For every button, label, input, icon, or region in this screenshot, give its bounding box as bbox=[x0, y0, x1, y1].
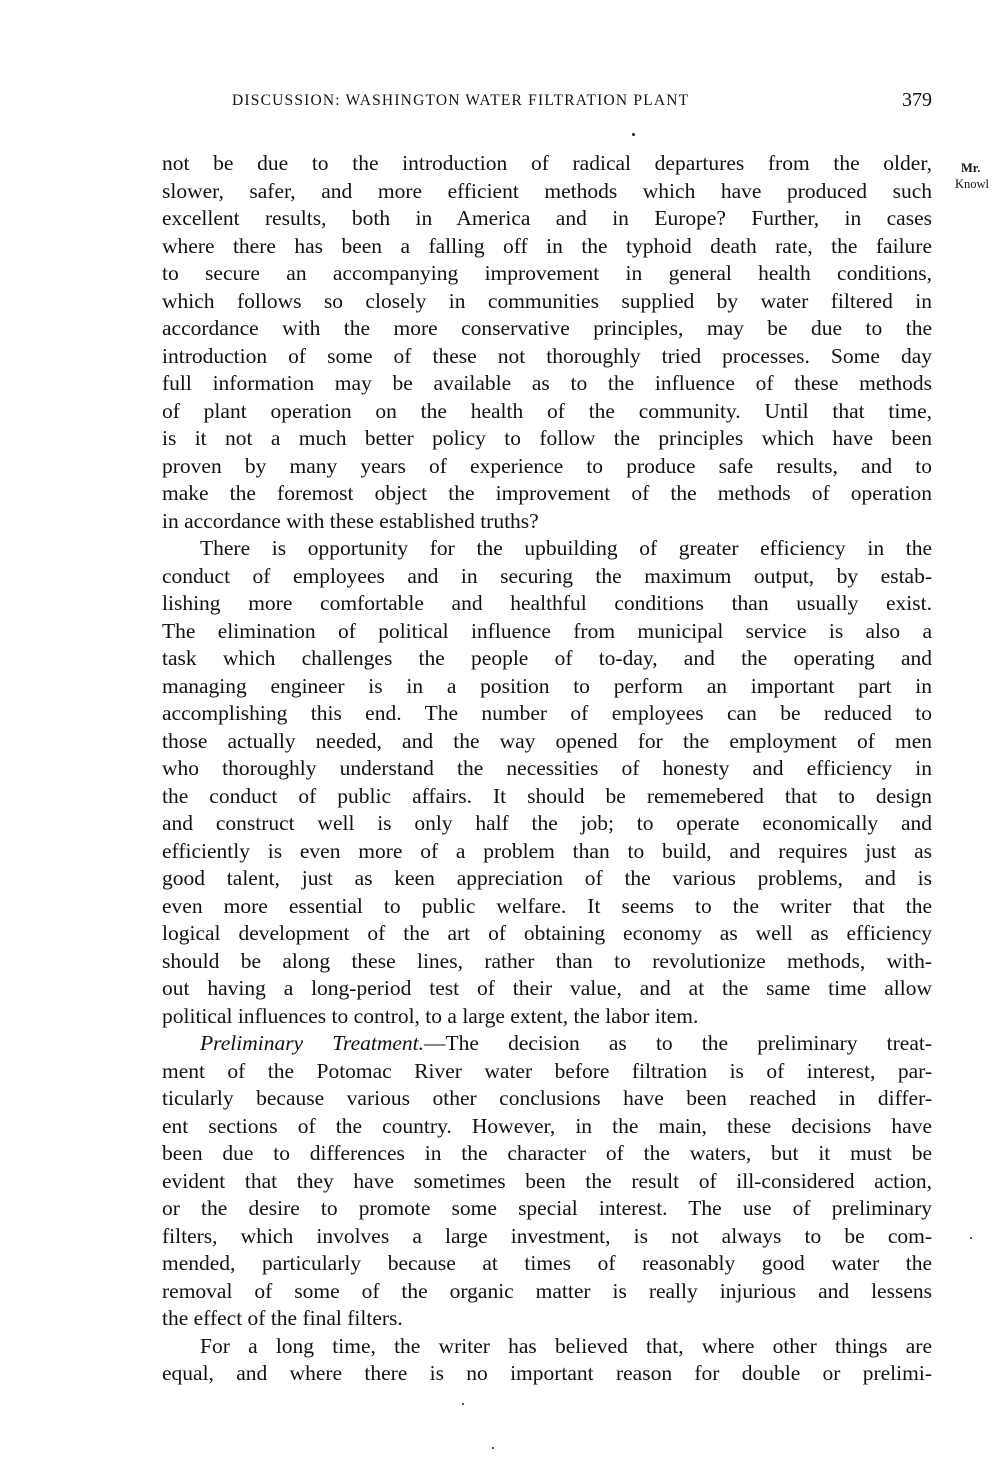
paragraph-2 bbox=[162, 535, 932, 1030]
margin-note-speaker bbox=[955, 160, 989, 192]
text-line: political influences to control, to a large extent, the labor item. bbox=[162, 1003, 699, 1028]
text-line: not be due to the introduction of radical departures from the older, bbox=[162, 151, 932, 175]
text-line bbox=[162, 1030, 932, 1058]
paragraph-3-preliminary-treatment bbox=[162, 1030, 932, 1333]
scan-speck bbox=[462, 1403, 464, 1405]
running-header bbox=[232, 89, 932, 122]
text-line: ment of the Potomac River water before filtration is of interest, par- bbox=[162, 1058, 932, 1083]
text-line: full information may be available as to the influence of these methods bbox=[162, 371, 932, 395]
text-line: The elimination of political influence from municipal service is also a bbox=[162, 618, 932, 643]
scan-speck bbox=[970, 1237, 972, 1239]
text-line: the effect of the final filters. bbox=[162, 1306, 403, 1330]
text-line: good talent, just as keen appreciation of the various problems, and is bbox=[162, 866, 932, 890]
text-line: filters, which involves a large investment, is not always to be com- bbox=[162, 1223, 932, 1248]
text-line: managing engineer is in a position to perform an important part in bbox=[162, 673, 932, 698]
text-line: where there has been a falling off in the typhoid death rate, the failure bbox=[162, 233, 932, 258]
text-line: out having a long-period test of their value, and at the same time allow bbox=[162, 976, 932, 1000]
scan-speck bbox=[632, 133, 635, 136]
text-line: those actually needed, and the way opened for the employment of men bbox=[162, 728, 932, 753]
margin-note-line-2: Knowl bbox=[955, 177, 990, 191]
text-line: mended, particularly because at times of reasonably good water the bbox=[162, 1251, 932, 1275]
text-line: lishing more comfortable and healthful conditions than usually exist. bbox=[162, 591, 932, 615]
text-line: in accordance with these established truths? bbox=[162, 508, 539, 533]
running-title: DISCUSSION: WASHINGTON WATER FILTRATION PLANT bbox=[232, 92, 690, 109]
text-line: excellent results, both in America and in Europe? Further, in cases bbox=[162, 206, 932, 230]
text-line: the conduct of public affairs. It should be rememebered that to design bbox=[162, 783, 932, 808]
text-line: been due to differences in the character of the waters, but it must be bbox=[162, 1141, 932, 1165]
text-line: proven by many years of experience to produce safe results, and to bbox=[162, 453, 932, 478]
text-line: or the desire to promote some special interest. The use of preliminary bbox=[162, 1196, 932, 1220]
text-line: accomplishing this end. The number of employees can be reduced to bbox=[162, 701, 932, 725]
text-fragment: —The decision as to the preliminary treat- bbox=[424, 1031, 932, 1055]
text-line: evident that they have sometimes been the result of ill-considered action, bbox=[162, 1168, 932, 1193]
text-line: introduction of some of these not thoroughly tried processes. Some day bbox=[162, 343, 932, 368]
text-line: is it not a much better policy to follow the principles which have been bbox=[162, 426, 932, 450]
text-line: equal, and where there is no important reason for double or prelimi- bbox=[162, 1361, 932, 1385]
text-line: logical development of the art of obtaining economy as well as efficiency bbox=[162, 921, 932, 945]
text-line: conduct of employees and in securing the maximum output, by estab- bbox=[162, 563, 932, 588]
text-line: There is opportunity for the upbuilding of greater efficiency in the bbox=[200, 536, 932, 560]
text-line: and construct well is only half the job; to operate economically and bbox=[162, 811, 932, 835]
paragraph-4 bbox=[162, 1333, 932, 1388]
text-line: of plant operation on the health of the community. Until that time, bbox=[162, 398, 932, 423]
text-line: ticularly because various other conclusions have been reached in differ- bbox=[162, 1086, 932, 1110]
text-line: even more essential to public welfare. It seems to the writer that the bbox=[162, 893, 932, 918]
body-text bbox=[162, 150, 932, 1388]
text-line: who thoroughly understand the necessities of honesty and efficiency in bbox=[162, 756, 932, 780]
text-line: slower, safer, and more efficient methods which have produced such bbox=[162, 178, 932, 203]
text-line: removal of some of the organic matter is really injurious and lessens bbox=[162, 1278, 932, 1303]
text-line: ent sections of the country. However, in the main, these decisions have bbox=[162, 1113, 932, 1138]
text-line: make the foremost object the improvement of the methods of operation bbox=[162, 481, 932, 505]
scan-speck bbox=[492, 1447, 494, 1449]
text-line: should be along these lines, rather than to revolutionize methods, with- bbox=[162, 948, 932, 973]
page-number: 379 bbox=[902, 89, 932, 111]
text-line: to secure an accompanying improvement in general health conditions, bbox=[162, 261, 932, 285]
text-line: accordance with the more conservative principles, may be due to the bbox=[162, 316, 932, 340]
section-heading-inline: Preliminary Treatment. bbox=[200, 1031, 425, 1055]
text-line: For a long time, the writer has believed that, where other things are bbox=[200, 1333, 932, 1358]
text-line: efficiently is even more of a problem than to build, and requires just as bbox=[162, 838, 932, 863]
paragraph-1 bbox=[162, 150, 932, 535]
margin-note-line-1: Mr. bbox=[961, 161, 981, 175]
text-line: task which challenges the people of to-day, and the operating and bbox=[162, 646, 932, 670]
text-line: which follows so closely in communities supplied by water filtered in bbox=[162, 288, 932, 313]
